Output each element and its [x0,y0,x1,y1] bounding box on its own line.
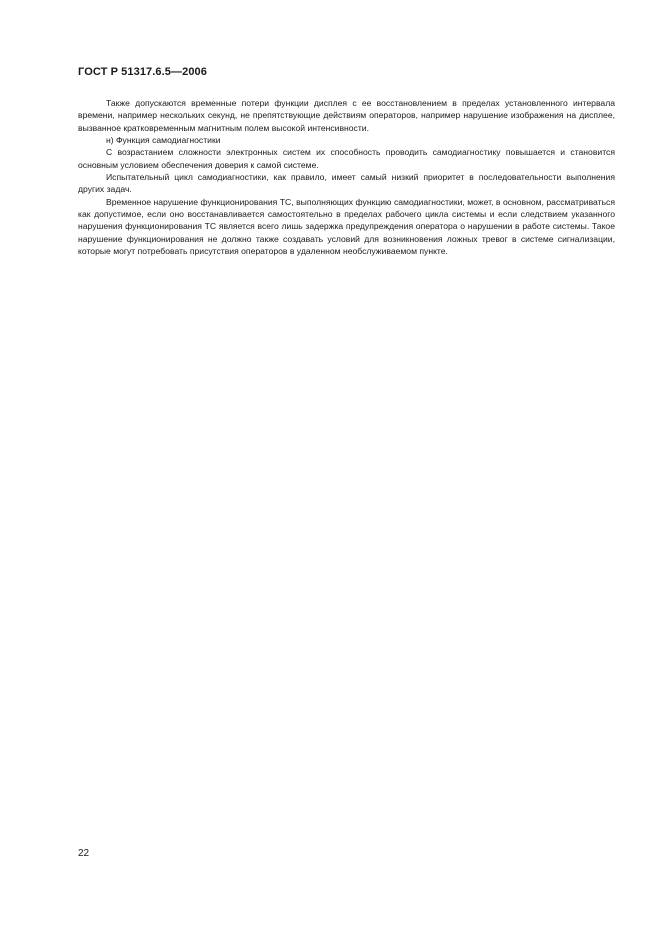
paragraph-display-loss: Также допускаются временные потери функции дисплея с ее восстановлением в пределах установленного интервала времени, например нескольких секунд, не препятствующие действиям операторов, например нарушение изображения на дисплее, вызванное кратковременным магнитным полем высокой интенсивности. [78,98,615,133]
standard-header: ГОСТ Р 51317.6.5—2006 [78,66,207,78]
paragraph-temporary-malfunction: Временное нарушение функционирования ТС, выполняющих функцию самодиагностики, может, в основном, рассматриваться как допустимое, если оно восстанавливается самостоятельно в пределах рабочего цикла системы и если следствием указанного нарушения функционирования ТС является всего лишь задержка предупреждения оператора о нарушении в работе системы. Такое нарушение функционирования не должно также создавать условий для возникновения ложных тревог в системе сигнализации, которые могут потребовать присутствия операторов в удаленном необслуживаемом пункте. [78,196,615,257]
document-body [78,97,615,257]
paragraph-test-cycle-priority: Испытательный цикл самодиагностики, как правило, имеет самый низкий приоритет в последовательности выполнения других задач. [78,172,615,195]
paragraph-self-diagnostics-complexity: С возрастанием сложности электронных систем их способность проводить самодиагностику повышается и становится основным условием обеспечения доверия к самой системе. [78,147,615,170]
page-number: 22 [78,848,90,859]
section-heading-self-diagnostics: н) Функция самодиагностики [106,135,221,146]
